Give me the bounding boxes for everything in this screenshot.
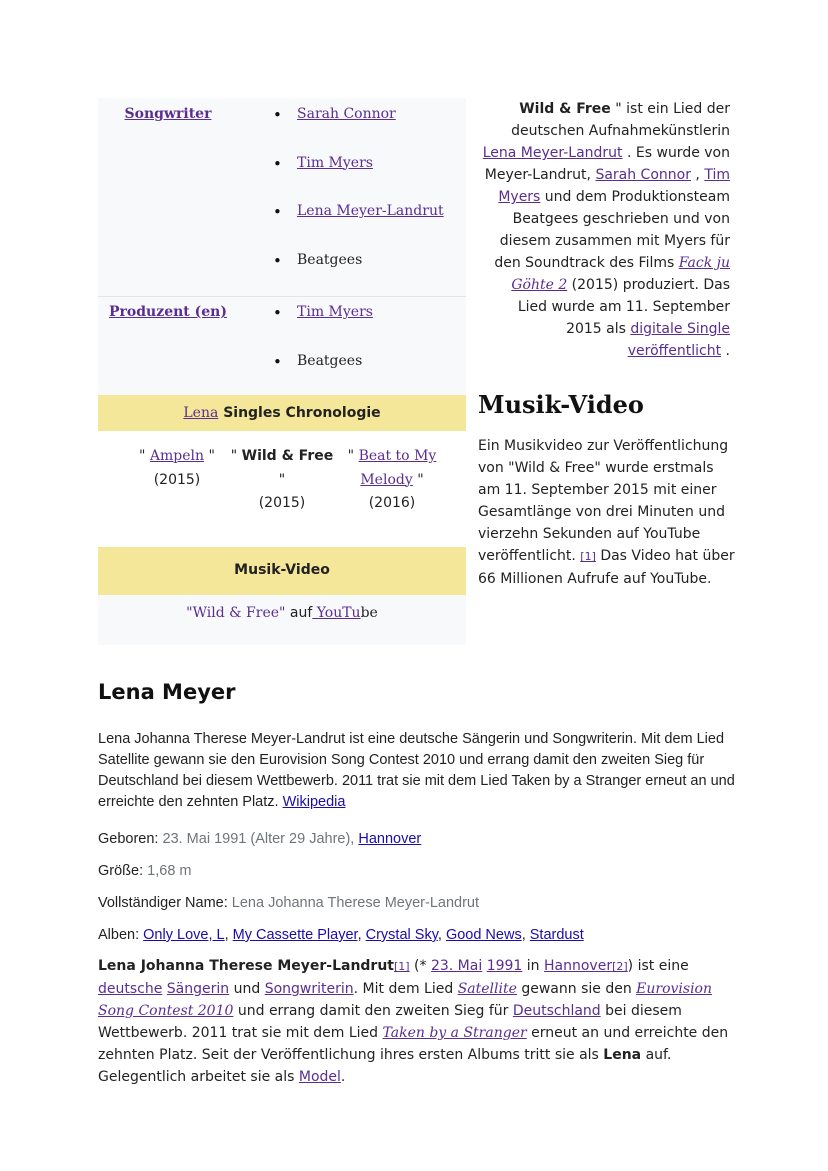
prev-single-link[interactable]: Ampeln bbox=[149, 448, 205, 464]
producer-section bbox=[98, 297, 466, 395]
tim-myers-link[interactable]: Tim Myers bbox=[498, 167, 730, 205]
chronology-body bbox=[98, 431, 466, 547]
deutsche-link[interactable]: deutsche bbox=[98, 981, 163, 997]
taken-link[interactable]: Taken by a Stranger bbox=[382, 1025, 527, 1041]
lena-heading: Lena Meyer bbox=[98, 680, 236, 704]
chronology-current: " Wild & Free " (2015) bbox=[230, 448, 334, 511]
ref-link[interactable]: [1] bbox=[580, 550, 596, 563]
list-item[interactable]: • Lena Meyer-Landrut bbox=[273, 203, 444, 252]
city-link[interactable]: Hannover bbox=[544, 958, 613, 974]
youtube-link[interactable]: YouTu bbox=[312, 605, 361, 621]
album-link[interactable]: Good News bbox=[445, 927, 522, 943]
video-link[interactable]: "Wild & Free" bbox=[186, 605, 286, 621]
album-link[interactable]: My Cassette Player bbox=[232, 927, 358, 943]
next-single-link[interactable]: Beat to My Melody bbox=[358, 448, 437, 488]
songwriter-label[interactable]: Songwriter bbox=[124, 106, 212, 122]
model-link[interactable]: Model bbox=[298, 1069, 341, 1085]
year-link[interactable]: 1991 bbox=[486, 958, 523, 974]
list-item: • Beatgees bbox=[273, 353, 373, 402]
deutschland-link[interactable]: Deutschland bbox=[512, 1003, 601, 1019]
hannover-link[interactable]: Hannover bbox=[358, 831, 422, 847]
list-item[interactable]: • Sarah Connor bbox=[273, 106, 444, 155]
date-link[interactable]: 23. Mai bbox=[430, 958, 483, 974]
video-row: "Wild & Free" auf YouTube bbox=[98, 595, 466, 645]
fact-born: Geboren: 23. Mai 1991 (Alter 29 Jahre), Hannover bbox=[98, 831, 422, 847]
chronology-title: Singles Chronologie bbox=[223, 405, 381, 421]
infobox bbox=[98, 98, 466, 645]
ref-link[interactable]: [2] bbox=[612, 960, 628, 973]
wikipedia-link[interactable]: Wikipedia bbox=[282, 794, 346, 810]
list-item[interactable]: • Tim Myers bbox=[273, 155, 444, 204]
current-single: Wild & Free bbox=[241, 448, 334, 464]
film-link[interactable]: Fack ju Göhte 2 bbox=[511, 255, 730, 293]
chronology-next: " Beat to My Melody " (2016) bbox=[347, 448, 437, 511]
musik-video-text: Ein Musikvideo zur Veröffentlichung von "Wild & Free" wurde erstmals am 11. September 2015 mit einer Gesamtlänge von drei Minuten und vierzehn Sekunden auf YouTube veröffentlicht. [1] Das Video hat über 66 Millionen Aufrufe auf YouTube. bbox=[478, 438, 735, 587]
ref-link[interactable]: [1] bbox=[394, 960, 410, 973]
bio-paragraph: Lena Johanna Therese Meyer-Landrut[1] (* 23. Mai 1991 in Hannover[2]) ist eine deutsche Sängerin und Songwriterin. Mit dem Lied Satellite gewann sie den Eurovision Song Contest 2010 und errang damit den zweiten Sieg für Deutschland bei diesem Wettbewerb. 2011 trat sie mit dem Lied Taken by a Stranger erneut an und erreichte den zehnten Platz. Seit der Veröffentlichung ihres ersten Albums tritt sie als Lena auf. Gelegentlich arbeitet sie als Model. bbox=[98, 958, 729, 1085]
album-link[interactable]: Only Love, L bbox=[143, 927, 225, 943]
lena-description: Lena Johanna Therese Meyer-Landrut ist eine deutsche Sängerin und Songwriterin. Mit dem Lied Satellite gewann sie den Eurovision Song Contest 2010 und errang damit den zweiten Sieg für Deutschland bei diesem Wettbewerb. 2011 trat sie mit dem Lied Taken by a Stranger erneut an und erreichte den zehnten Platz. Wikipedia bbox=[98, 731, 735, 810]
producer-label[interactable]: Produzent (en) bbox=[109, 304, 227, 320]
chronology-artist-link[interactable]: Lena bbox=[183, 405, 219, 421]
album-link[interactable]: Stardust bbox=[529, 927, 584, 943]
chronology-prev: " Ampeln " (2015) bbox=[139, 448, 215, 488]
lena-link[interactable]: Lena Meyer-Landrut bbox=[482, 145, 623, 161]
fact-albums: Alben: Only Love, L, My Cassette Player, Crystal Sky, Good News, Stardust bbox=[98, 927, 584, 943]
satellite-link[interactable]: Satellite bbox=[457, 981, 517, 997]
video-header: Musik-Video bbox=[98, 547, 466, 595]
list-item: • Beatgees bbox=[273, 252, 444, 301]
album-link[interactable]: Crystal Sky bbox=[365, 927, 438, 943]
saengerin-link[interactable]: Sängerin bbox=[166, 981, 230, 997]
fact-fullname: Vollständiger Name: Lena Johanna Therese Meyer-Landrut bbox=[98, 895, 479, 911]
esc-link[interactable]: Eurovision Song Contest 2010 bbox=[98, 981, 712, 1019]
list-item[interactable]: • Tim Myers bbox=[273, 304, 373, 353]
digital-single-link[interactable]: digitale Single veröffentlicht bbox=[627, 321, 730, 359]
producer-list bbox=[273, 304, 373, 401]
songwriterin-link[interactable]: Songwriterin bbox=[264, 981, 354, 997]
fact-height: Größe: 1,68 m bbox=[98, 863, 192, 879]
song-intro: Wild & Free " ist ein Lied der deutschen Aufnahmekünstlerin Lena Meyer-Landrut . Es wurde von Meyer-Landrut, Sarah Connor , Tim Myers und dem Produktionsteam Beatgees geschrieben und von diesem zusammen mit Myers für den Soundtrack des Films Fack ju Göhte 2 (2015) produziert. Das Lied wurde am 11. September 2015 als digitale Single veröffentlicht . bbox=[482, 101, 730, 359]
sarah-connor-link[interactable]: Sarah Connor bbox=[595, 167, 691, 183]
song-title: Wild & Free bbox=[519, 101, 611, 117]
songwriter-section bbox=[98, 98, 466, 297]
songwriter-list bbox=[273, 106, 444, 300]
musik-video-heading: Musik-Video bbox=[478, 390, 644, 419]
